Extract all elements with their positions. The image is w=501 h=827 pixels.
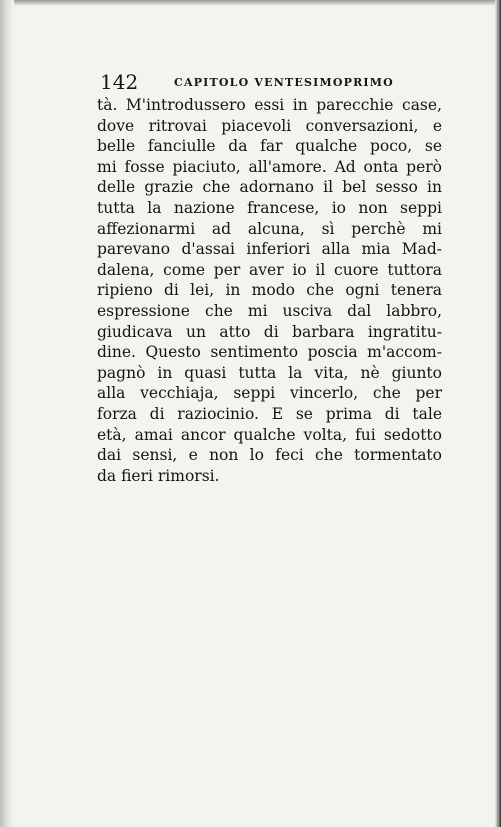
- text-line: pagnò in quasi tutta la vita, nè giunto: [97, 363, 442, 382]
- page-right-edge: [495, 0, 501, 827]
- text-line: ripieno di lei, in modo che ogni tenera: [97, 281, 442, 300]
- text-line: alla vecchiaja, seppi vincerlo, che per: [97, 384, 442, 403]
- text-line: dalena, come per aver io il cuore tuttora: [97, 260, 442, 279]
- page-header: [100, 70, 420, 96]
- text-line: tutta la nazione francese, io non seppi: [97, 198, 442, 217]
- text-line: belle fanciulle da far qualche poco, se: [97, 137, 442, 156]
- text-line: da fieri rimorsi.: [97, 466, 220, 485]
- running-head: CAPITOLO VENTESIMOPRIMO: [174, 76, 394, 89]
- text-line: dai sensi, e non lo feci che tormentato: [97, 446, 442, 465]
- text-line: età, amai ancor qualche volta, fui sedotto: [97, 425, 442, 444]
- text-line: parevano d'assai inferiori alla mia Mad-: [97, 240, 442, 259]
- text-line: dine. Questo sentimento poscia m'accom-: [97, 343, 442, 362]
- page-left-edge: [0, 0, 14, 827]
- text-line: espressione che mi usciva dal labbro,: [97, 301, 442, 320]
- text-line: mi fosse piaciuto, all'amore. Ad onta però: [97, 157, 442, 176]
- page-number: 142: [100, 70, 139, 94]
- page-top-edge: [0, 0, 501, 6]
- text-line: forza di raziocinio. E se prima di tale: [97, 404, 442, 423]
- body-text: [97, 95, 442, 486]
- text-line: delle grazie che adornano il bel sesso in: [97, 178, 442, 197]
- text-line: affezionarmi ad alcuna, sì perchè mi: [97, 219, 442, 238]
- text-line: dove ritrovai piacevoli conversazioni, e: [97, 116, 442, 135]
- text-line: giudicava un atto di barbara ingratitu-: [97, 322, 442, 341]
- text-line: tà. M'introdussero essi in parecchie case,: [97, 96, 442, 114]
